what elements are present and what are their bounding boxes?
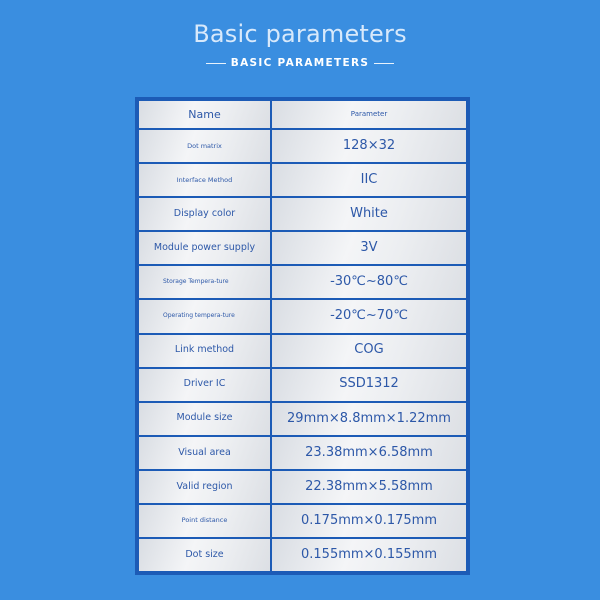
parameter-name-cell: Visual area <box>139 437 270 469</box>
table-row <box>139 369 466 401</box>
table-header-row <box>139 101 466 128</box>
table-row <box>139 164 466 196</box>
parameter-name-cell: Link method <box>139 335 270 367</box>
parameter-table <box>137 99 468 573</box>
parameter-value-cell: 128×32 <box>272 130 466 162</box>
table-row <box>139 471 466 503</box>
page-title: Basic parameters <box>193 20 407 48</box>
parameter-value-cell: -30℃~80℃ <box>272 266 466 298</box>
parameter-name-cell: Operating tempera-ture <box>139 300 270 332</box>
parameter-value-cell: 29mm×8.8mm×1.22mm <box>272 403 466 435</box>
parameter-value-cell: White <box>272 198 466 230</box>
parameter-value-cell: COG <box>272 335 466 367</box>
table-row <box>139 335 466 367</box>
parameter-name-cell: Driver IC <box>139 369 270 401</box>
parameter-name-cell: Valid region <box>139 471 270 503</box>
table-row <box>139 403 466 435</box>
parameter-name-cell: Module size <box>139 403 270 435</box>
subtitle-group <box>0 57 600 69</box>
page-subtitle: BASIC PARAMETERS <box>230 57 370 69</box>
parameter-name-cell: Display color <box>139 198 270 230</box>
table-row <box>139 539 466 571</box>
header-value-cell: Parameter <box>272 101 466 128</box>
parameter-name-cell: Module power supply <box>139 232 270 264</box>
parameter-name-cell: Storage Tempera-ture <box>139 266 270 298</box>
table-row <box>139 505 466 537</box>
table-row <box>139 300 466 332</box>
parameter-name-cell: Dot matrix <box>139 130 270 162</box>
parameter-value-cell: 0.155mm×0.155mm <box>272 539 466 571</box>
table-row <box>139 130 466 162</box>
parameter-value-cell: IIC <box>272 164 466 196</box>
table-row <box>139 198 466 230</box>
parameter-value-cell: 0.175mm×0.175mm <box>272 505 466 537</box>
parameter-value-cell: 22.38mm×5.58mm <box>272 471 466 503</box>
table-row <box>139 437 466 469</box>
subtitle-right-rule <box>374 63 394 64</box>
subtitle-left-rule <box>206 63 226 64</box>
parameter-value-cell: 3V <box>272 232 466 264</box>
parameter-value-cell: SSD1312 <box>272 369 466 401</box>
parameter-value-cell: -20℃~70℃ <box>272 300 466 332</box>
table-row <box>139 232 466 264</box>
parameter-name-cell: Point distance <box>139 505 270 537</box>
parameter-value-cell: 23.38mm×6.58mm <box>272 437 466 469</box>
parameter-table-frame <box>135 97 470 575</box>
parameter-name-cell: Dot size <box>139 539 270 571</box>
parameter-name-cell: Interface Method <box>139 164 270 196</box>
table-row <box>139 266 466 298</box>
parameter-table-body <box>139 101 466 571</box>
header-name-cell: Name <box>139 101 270 128</box>
